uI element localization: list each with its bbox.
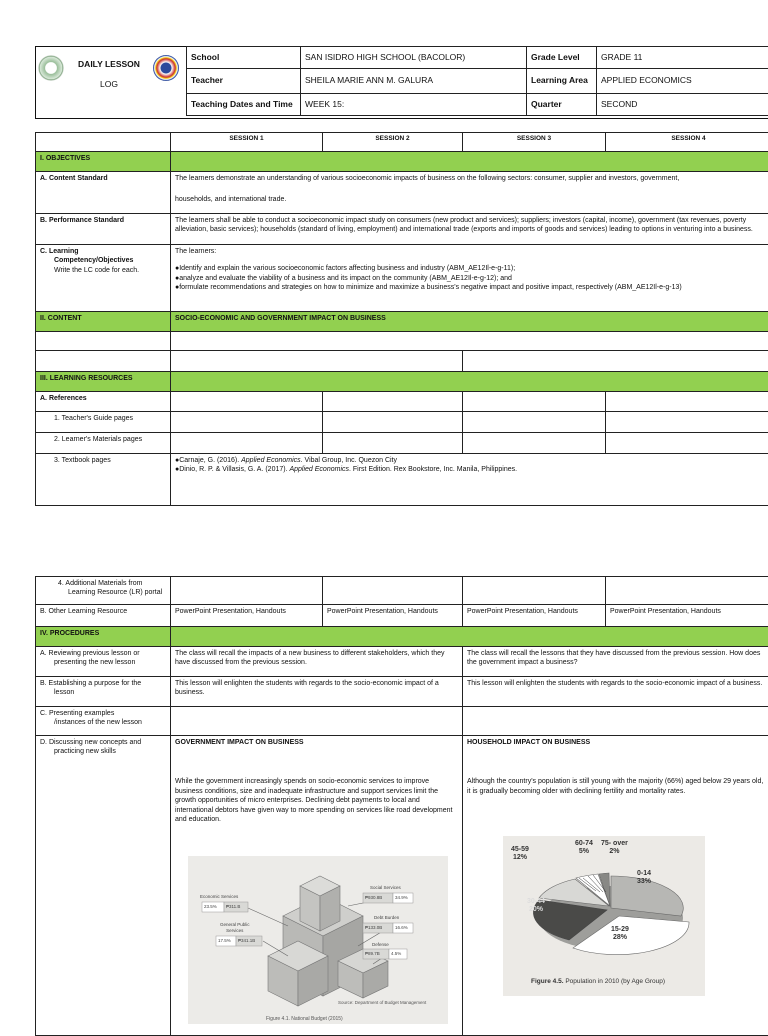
label-75-over-name: 75- over [601, 840, 628, 848]
performance-standard-label: B. Performance Standard [36, 214, 171, 245]
blank-cell [171, 412, 323, 433]
tb2-publisher: . First Edition. Rex Bookstore, Inc. Manila, Philippines. [349, 466, 517, 473]
household-impact-text: Although the country's population is still young with the majority (66%) aged below 29 years old, it is gradually becoming older with declining fertility and mortality rates. [467, 777, 767, 796]
population-caption [531, 978, 665, 985]
economic-services-amt: ₱311.B [226, 904, 240, 909]
blank-cell [171, 433, 323, 454]
reviewing-s34: The class will recall the lessons that they have discussed from the previous session. How does the government impact a business? [463, 647, 768, 677]
tb2-authors: Dinio, R. P. & Villasis, G. A. (2017). [179, 466, 289, 473]
tb2-title: Applied Economics [289, 466, 349, 473]
defense-pct: 4.5% [391, 951, 401, 956]
economic-services-pct: 23.5% [204, 904, 217, 909]
school-value: SAN ISIDRO HIGH SCHOOL (BACOLOR) [301, 47, 527, 69]
references-label: A. References [36, 392, 171, 412]
textbook-pages-label: 3. Textbook pages [36, 454, 171, 506]
blank-cell [171, 577, 323, 605]
grade-value: GRADE 11 [597, 47, 768, 69]
session-4-header: SESSION 4 [606, 133, 768, 152]
blank-cell [463, 577, 606, 605]
defense-label: Defense [372, 942, 389, 947]
population-figure [503, 836, 705, 996]
c-label-line2: /instances of the new lesson [40, 718, 166, 727]
content-heading: II. CONTENT [36, 312, 171, 332]
label-15-29-pct: 28% [611, 934, 629, 942]
school-seal-icon [153, 55, 179, 81]
gov-impact-title: GOVERNMENT IMPACT ON BUSINESS [175, 738, 458, 747]
blank-cell [36, 133, 171, 152]
blank-cell [606, 433, 768, 454]
dates-label: Teaching Dates and Time [187, 94, 301, 116]
blank-cell [171, 351, 463, 372]
resources-green-bar [171, 372, 768, 392]
sessions-row [36, 133, 768, 152]
label-60-74-pct: 5% [575, 848, 593, 856]
label-30-44 [527, 898, 545, 914]
header-table [186, 46, 768, 116]
blank-cell [36, 351, 171, 372]
label-75-over [601, 840, 628, 856]
b-label-line1: B. Establishing a purpose for the [40, 679, 166, 688]
dll-title [66, 57, 152, 71]
debt-burden-amt: ₱133.0B [365, 925, 382, 930]
social-services-pct: 34.9% [395, 895, 408, 900]
content-standard-label: A. Content Standard [36, 172, 171, 214]
dates-value: WEEK 15: [301, 94, 527, 116]
quarter-value: SECOND [597, 94, 768, 116]
add-mat-line1: 4. Additional Materials from [40, 579, 166, 588]
resources-heading: III. LEARNING RESOURCES [36, 372, 171, 392]
additional-materials-label [36, 577, 171, 605]
economic-services-label: Economic Services [200, 894, 238, 899]
blank-cell [323, 577, 463, 605]
budget-caption: Figure 4.1. National Budget (2015) [266, 1016, 343, 1022]
reviewing-label [36, 647, 171, 677]
objectives-heading: I. OBJECTIVES [36, 152, 171, 172]
deped-logo-icon [38, 55, 64, 81]
tb1-authors: Carnaje, G. (2016). [179, 457, 241, 464]
social-services-amt: ₱930.8B [365, 895, 382, 900]
blank-cell [171, 707, 463, 736]
textbook-references [171, 454, 768, 506]
label-60-74 [575, 840, 593, 856]
purpose-label [36, 677, 171, 707]
school-label: School [187, 47, 301, 69]
blank-cell [323, 392, 463, 412]
general-label-line1: General Public [220, 922, 250, 928]
other-resource-label: B. Other Learning Resource [36, 605, 171, 627]
population-caption-rest: Population in 2010 (by Age Group) [564, 978, 666, 985]
general-services-label [220, 922, 250, 934]
general-label-line2: Services [220, 928, 250, 934]
defense-amt: ₱89.7B [365, 951, 380, 956]
dll-title-line1: DAILY LESSON [66, 57, 152, 71]
content-standard-line2: households, and international trade. [175, 195, 767, 204]
household-impact-title: HOUSEHOLD IMPACT ON BUSINESS [467, 738, 767, 747]
budget-source: Source: Department of Budget Management [338, 1000, 426, 1005]
procedures-green-bar [171, 627, 768, 647]
social-services-label: Social Services [370, 885, 401, 890]
blank-cell [36, 332, 171, 351]
a-label-line2: presenting the new lesson [40, 658, 166, 667]
content-title: SOCIO-ECONOMIC AND GOVERNMENT IMPACT ON BUSINESS [171, 312, 768, 332]
examples-label [36, 707, 171, 736]
population-pie-chart [503, 836, 705, 996]
blank-cell [606, 392, 768, 412]
label-75-over-pct: 2% [601, 848, 628, 856]
label-45-59 [511, 846, 529, 862]
add-mat-line2: Learning Resource (LR) portal [40, 588, 166, 597]
content-standard-text [171, 172, 768, 214]
b-label-line2: lesson [40, 688, 166, 697]
gov-impact-text: While the government increasingly spends on socio-economic services to improve business conditions, size and inadequate infrastructure and support services limit the growth opportunities of micro enterprises. Declining debt payments to local and international debtors have given way to more spending on services like road development and education. [175, 777, 458, 824]
lm-pages-label: 2. Learner's Materials pages [36, 433, 171, 454]
lc-item: ● Identify and explain the various socioeconomic factors affecting business and industry (ABM_AE12Il-e-g-11); [175, 264, 767, 273]
blank-cell [323, 412, 463, 433]
lc-label-line1: C. Learning [40, 247, 166, 256]
learning-competency-label [36, 245, 171, 312]
general-services-amt: ₱341.1B [238, 938, 255, 943]
debt-burden-pct: 16.6% [395, 925, 408, 930]
budget-figure [188, 856, 448, 1024]
dll-title-line2: LOG [66, 79, 152, 89]
blank-cell [171, 332, 768, 351]
d-label-line2: practicing new skills [40, 747, 166, 756]
label-0-14 [637, 870, 651, 886]
tb1-publisher: . Vibal Group, Inc. Quezon City [301, 457, 397, 464]
blank-cell [606, 577, 768, 605]
other-resource-s2: PowerPoint Presentation, Handouts [323, 605, 463, 627]
lc-intro: The learners: [175, 247, 767, 256]
tb1-title: Applied Economics [241, 457, 301, 464]
lc-item: ● formulate recommendations and strategies on how to minimize and maximize a business's negative impact and positive impact, respectively (ABM_AE12Il-e-g-13) [175, 283, 767, 292]
textbook-ref-1 [175, 456, 767, 465]
learning-competency-text [171, 245, 768, 312]
label-30-44-name: 30-44 [527, 898, 545, 906]
population-caption-bold: Figure 4.5. [531, 978, 564, 985]
performance-standard-text: The learners shall be able to conduct a socioeconomic impact study on consumers (new product and services); suppliers; investors (capital, income), government (tax revenues, poverty alleviation, basic services); households (standard of living, employment) and international trade (exports and imports of goods and services) leading to options in venturing into a business. [171, 214, 768, 245]
label-15-29 [611, 926, 629, 942]
grade-label: Grade Level [527, 47, 597, 69]
label-15-29-name: 15-29 [611, 926, 629, 934]
area-value: APPLIED ECONOMICS [597, 69, 768, 94]
general-services-pct: 17.5% [218, 938, 231, 943]
blank-cell [171, 392, 323, 412]
blank-cell [463, 707, 768, 736]
teacher-value: SHEILA MARIE ANN M. GALURA [301, 69, 527, 94]
blank-cell [606, 412, 768, 433]
lc-label-line3: Write the LC code for each. [40, 266, 166, 275]
label-30-44-pct: 20% [527, 906, 545, 914]
lc-item: ● analyze and evaluate the viability of a business and its impact on the community (ABM_AE12Il-e-g-12); and [175, 274, 767, 283]
label-45-59-name: 45-59 [511, 846, 529, 854]
session-2-header: SESSION 2 [323, 133, 463, 152]
blank-cell [463, 433, 606, 454]
purpose-s12: This lesson will enlighten the students with regards to the socio-economic impact of a business. [171, 677, 463, 707]
blank-cell [463, 351, 768, 372]
debt-burden-label: Debt Burden [374, 915, 399, 920]
content-standard-line1: The learners demonstrate an understanding of various socioeconomic impacts of business on the following sectors: consumer, supplier and investors, government, [175, 174, 767, 183]
procedures-heading: IV. PROCEDURES [36, 627, 171, 647]
area-label: Learning Area [527, 69, 597, 94]
blank-cell [463, 412, 606, 433]
teacher-label: Teacher [187, 69, 301, 94]
discussing-label [36, 736, 171, 1036]
other-resource-s1: PowerPoint Presentation, Handouts [171, 605, 323, 627]
a-label-line1: A. Reviewing previous lesson or [40, 649, 166, 658]
label-0-14-name: 0-14 [637, 870, 651, 878]
textbook-ref-2 [175, 465, 767, 474]
reviewing-s12: The class will recall the impacts of a new business to different stakeholders, which they have discussed from the previous session. [171, 647, 463, 677]
label-60-74-name: 60-74 [575, 840, 593, 848]
other-resource-s4: PowerPoint Presentation, Handouts [606, 605, 768, 627]
lc-label-line2: Competency/Objectives [40, 256, 166, 265]
main-table-page1 [35, 132, 768, 506]
purpose-s34: This lesson will enlighten the students with regards to the socio-economic impact of a business. [463, 677, 768, 707]
label-0-14-pct: 33% [637, 878, 651, 886]
objectives-green-bar [171, 152, 768, 172]
c-label-line1: C. Presenting examples [40, 709, 166, 718]
blank-cell [463, 392, 606, 412]
quarter-label: Quarter [527, 94, 597, 116]
d-label-line1: D. Discussing new concepts and [40, 738, 166, 747]
label-45-59-pct: 12% [511, 854, 529, 862]
blank-cell [323, 433, 463, 454]
session-3-header: SESSION 3 [463, 133, 606, 152]
session-1-header: SESSION 1 [171, 133, 323, 152]
tg-pages-label: 1. Teacher's Guide pages [36, 412, 171, 433]
other-resource-s3: PowerPoint Presentation, Handouts [463, 605, 606, 627]
